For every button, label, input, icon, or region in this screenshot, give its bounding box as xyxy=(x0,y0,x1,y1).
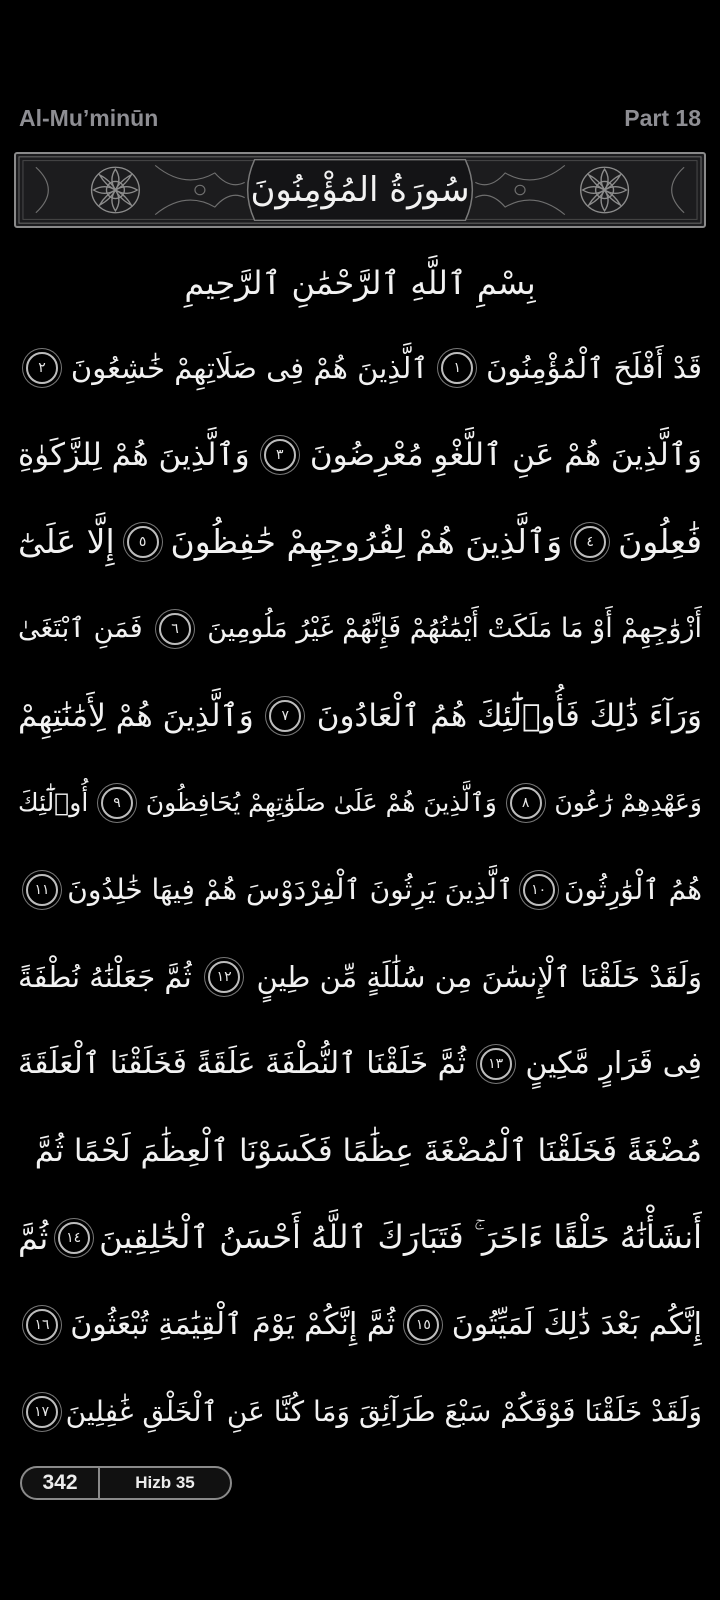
verse-line[interactable] xyxy=(18,759,702,846)
ayah-number-marker[interactable]: ٩ xyxy=(101,787,133,819)
ayah-text[interactable]: ٱلَّذِينَ هُمْ فِى صَلَاتِهِمْ خَٰشِعُونَ xyxy=(70,350,429,385)
ayah-text[interactable]: ٱلَّذِينَ يَرِثُونَ ٱلْفِرْدَوْسَ هُمْ فِيهَا خَٰلِدُونَ xyxy=(67,873,514,906)
verse-text-block[interactable] xyxy=(18,324,702,1455)
ayah-text[interactable]: ثُمَّ إِنَّكُمْ يَوْمَ ٱلْقِيَٰمَةِ تُبْعَثُونَ xyxy=(70,1307,396,1342)
verse-line[interactable] xyxy=(18,498,702,585)
ayah-number-marker[interactable]: ٣ xyxy=(264,439,296,471)
part-label[interactable]: Part 18 xyxy=(624,104,701,131)
verse-line[interactable] xyxy=(18,1194,702,1281)
verse-line[interactable] xyxy=(18,846,702,933)
verse-line[interactable] xyxy=(18,1020,702,1107)
page-footer xyxy=(20,1466,232,1500)
ayah-text[interactable]: قَدْ أَفْلَحَ ٱلْمُؤْمِنُونَ xyxy=(486,350,702,385)
surah-name[interactable]: Al-Mu’minūn xyxy=(19,104,159,131)
surah-title: سُورَةُ المُؤْمِنُونَ xyxy=(250,170,470,210)
ayah-text[interactable]: أُو۟لَٰٓئِكَ xyxy=(18,788,89,817)
ayah-text[interactable]: وَلَقَدْ خَلَقْنَا فَوْقَكُمْ سَبْعَ طَرَآئِقَ وَمَا كُنَّا عَنِ ٱلْخَلْقِ غَٰفِلِينَ xyxy=(65,1395,702,1428)
verse-line[interactable] xyxy=(18,672,702,759)
ayah-number-marker[interactable]: ١٠ xyxy=(523,874,555,906)
hizb-label[interactable]: Hizb 35 xyxy=(135,1473,195,1492)
ayah-text[interactable]: ثُمَّ xyxy=(18,1218,49,1257)
ayah-text[interactable]: وَٱلَّذِينَ هُمْ لِلزَّكَوٰةِ xyxy=(18,436,250,473)
ayah-text[interactable]: وَٱلَّذِينَ هُمْ لِأَمَٰنَٰتِهِمْ xyxy=(18,697,254,734)
verse-line[interactable] xyxy=(18,585,702,672)
ayah-number-marker[interactable]: ١٢ xyxy=(208,961,240,993)
surah-title-banner xyxy=(14,152,706,228)
ayah-text[interactable]: فِى قَرَارٍ مَّكِينٍ xyxy=(525,1046,702,1081)
ayah-number-marker[interactable]: ١ xyxy=(441,352,473,384)
ayah-number-marker[interactable]: ١٣ xyxy=(480,1048,512,1080)
page-number[interactable]: 342 xyxy=(22,1468,100,1498)
page-header xyxy=(19,100,701,136)
verse-line[interactable] xyxy=(18,933,702,1020)
ayah-text[interactable]: إِنَّكُم بَعْدَ ذَٰلِكَ لَمَيِّتُونَ xyxy=(451,1307,702,1342)
basmala[interactable]: بِسْمِ ٱللَّهِ ٱلرَّحْمَٰنِ ٱلرَّحِيمِ xyxy=(184,264,536,302)
ayah-number-marker[interactable]: ٥ xyxy=(127,526,159,558)
ayah-text[interactable]: فَٰعِلُونَ xyxy=(618,522,702,561)
ayah-text[interactable]: وَٱلَّذِينَ هُمْ عَلَىٰ صَلَوَٰتِهِمْ يُحَافِظُونَ xyxy=(145,788,497,817)
ayah-number-marker[interactable]: ١٤ xyxy=(58,1222,90,1254)
ayah-text[interactable]: وَٱلَّذِينَ هُمْ عَنِ ٱللَّغْوِ مُعْرِضُونَ xyxy=(309,436,702,473)
ayah-text[interactable]: وَلَقَدْ خَلَقْنَا ٱلْإِنسَٰنَ مِن سُلَٰلَةٍ مِّن طِينٍ xyxy=(256,959,702,994)
ayah-number-marker[interactable]: ١٥ xyxy=(407,1309,439,1341)
ayah-text[interactable]: ثُمَّ خَلَقْنَا ٱلنُّطْفَةَ عَلَقَةً فَخَلَقْنَا ٱلْعَلَقَةَ xyxy=(18,1046,466,1081)
verse-line[interactable] xyxy=(18,1281,702,1368)
ayah-number-marker[interactable]: ١٦ xyxy=(26,1309,58,1341)
ayah-number-marker[interactable]: ٨ xyxy=(510,787,542,819)
ayah-number-marker[interactable]: ١١ xyxy=(26,874,58,906)
ayah-text[interactable]: هُمُ ٱلْوَٰرِثُونَ xyxy=(563,873,702,906)
ayah-number-marker[interactable]: ١٧ xyxy=(26,1396,58,1428)
ayah-text[interactable]: أَنشَأْنَٰهُ خَلْقًا ءَاخَرَ ۚ فَتَبَارَكَ ٱللَّهُ أَحْسَنُ ٱلْخَٰلِقِينَ xyxy=(99,1218,702,1256)
ayah-text[interactable]: أَزْوَٰجِهِمْ أَوْ مَا مَلَكَتْ أَيْمَٰنُهُمْ فَإِنَّهُمْ غَيْرُ مَلُومِينَ xyxy=(207,613,702,644)
ayah-text[interactable]: وَعَهْدِهِمْ رَٰعُونَ xyxy=(554,788,702,817)
ayah-number-marker[interactable]: ٤ xyxy=(574,526,606,558)
ayah-number-marker[interactable]: ٦ xyxy=(159,613,191,645)
ayah-text[interactable]: مُضْغَةً فَخَلَقْنَا ٱلْمُضْغَةَ عِظَٰمًا فَكَسَوْنَا ٱلْعِظَٰمَ لَحْمًا ثُمَّ xyxy=(34,1132,702,1169)
verse-line[interactable] xyxy=(18,324,702,411)
verse-line[interactable] xyxy=(18,411,702,498)
ayah-text[interactable]: فَمَنِ ٱبْتَغَىٰ xyxy=(18,613,143,644)
ayah-text[interactable]: وَٱلَّذِينَ هُمْ لِفُرُوجِهِمْ حَٰفِظُونَ xyxy=(170,522,563,561)
verse-line[interactable] xyxy=(18,1368,702,1455)
verse-line[interactable] xyxy=(18,1107,702,1194)
ayah-text[interactable]: إِلَّا عَلَىٰٓ xyxy=(18,522,115,561)
ayah-number-marker[interactable]: ٧ xyxy=(269,700,301,732)
ayah-number-marker[interactable]: ٢ xyxy=(26,352,58,384)
ayah-text[interactable]: وَرَآءَ ذَٰلِكَ فَأُو۟لَٰٓئِكَ هُمُ ٱلْعَادُونَ xyxy=(316,697,702,734)
ayah-text[interactable]: ثُمَّ جَعَلْنَٰهُ نُطْفَةً xyxy=(18,959,192,994)
